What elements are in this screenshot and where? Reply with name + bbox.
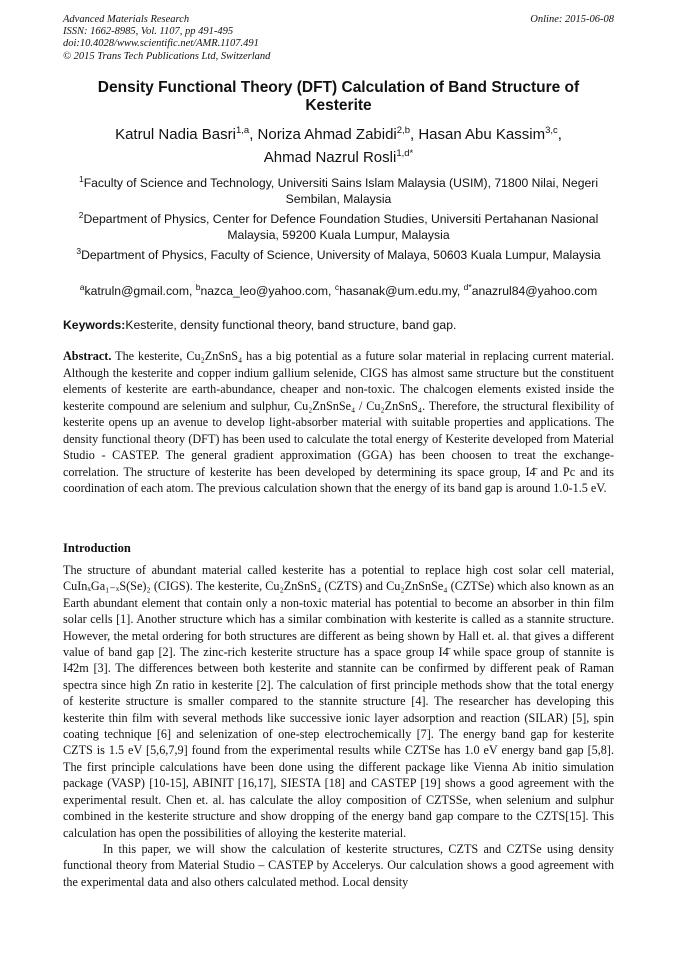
author-name: Katrul Nadia Basri <box>115 126 236 143</box>
affiliation-number: 2 <box>78 209 84 220</box>
keywords-label: Keywords: <box>63 318 126 332</box>
abstract-label: Abstract. <box>63 349 112 363</box>
email-mark: a <box>79 281 85 292</box>
email-list <box>63 283 614 299</box>
author-name: Noriza Ahmad Zabidi <box>257 126 397 143</box>
abstract <box>63 348 614 497</box>
affiliation <box>63 175 614 207</box>
affiliation-text: Department of Physics, Faculty of Science, University of Malaya, 50603 Kuala Lumpur, Malaysia <box>81 248 601 262</box>
online-date: Online: 2015-06-08 <box>530 14 614 25</box>
author-name: Hasan Abu Kassim <box>418 126 546 143</box>
keywords <box>63 317 614 333</box>
abstract-text: The kesterite, Cu₂ZnSnS₄ has a big potential as a future solar material in replacing current material. Although the kesterite and copper indium gallium selenide, CIGS has almost same structure but the constituent elements of kesterite are earth-abundance, cheaper and non-toxic. The chalcogen elements existed inside the kesterite compound are selenium and sulphur, Cu₂ZnSnSe₄ / Cu₂ZnSnS₄. Therefore, the structural flexibility of kesterite opens up an avenue to develop light-absorber material with suitable properties and applications. The density functional theory (DFT) has been used to calculate the total energy of Kesterite developed from Material Studio - CASTEP. The general gradient approximation (GGA) has been choosen to treat the exchange-correlation. The structure of kesterite has been developed by determining its space group, I4̄ and Pc and its coordination of each atom. The previous calculation shown that the energy of its band gap is around 1.0-1.5 eV. <box>63 349 615 495</box>
doi-line: doi:10.4028/www.scientific.net/AMR.1107.491 <box>63 38 259 50</box>
author-name: Ahmad Nazrul Rosli <box>263 149 397 166</box>
author-affil-mark: 2,b <box>396 125 410 136</box>
keywords-text: Kesterite, density functional theory, band structure, band gap. <box>125 318 457 332</box>
affiliation-number: 3 <box>76 245 82 256</box>
author-affil-mark: 1,d* <box>396 148 414 159</box>
email-mark: d* <box>463 281 472 292</box>
journal-name: Advanced Materials Research <box>63 14 190 25</box>
email-address[interactable]: anazrul84@yahoo.com <box>471 284 598 298</box>
author-separator: , <box>409 126 419 143</box>
publication-info <box>63 14 443 63</box>
author-affil-mark: 1,a <box>235 125 250 136</box>
affiliation <box>63 247 614 263</box>
affiliation <box>63 211 614 243</box>
issn-line: ISSN: 1662-8985, Vol. 1107, pp 491-495 <box>63 26 234 38</box>
email-address[interactable]: katruln@gmail.com, <box>84 284 196 298</box>
email-address[interactable]: nazca_leo@yahoo.com, <box>200 284 335 298</box>
email-address[interactable]: hasanak@um.edu.my, <box>339 284 464 298</box>
email-mark: c <box>334 281 340 292</box>
section-heading-introduction: Introduction <box>63 541 131 555</box>
introduction-body <box>63 562 614 890</box>
affiliation-list <box>63 175 614 267</box>
author-affil-mark: 3,c <box>545 125 558 136</box>
affiliation-text: Faculty of Science and Technology, Universiti Sains Islam Malaysia (USIM), 71800 Nilai, Negeri Sembilan, Malaysia <box>83 176 599 206</box>
paper-title: Density Functional Theory (DFT) Calculation of Band Structure of Kesterite <box>97 79 580 114</box>
paragraph: The structure of abundant material called kesterite has a potential to replace high cost solar cell material, CuInₓGa₁₋ₓS(Se)₂ (CIGS). The kesterite, Cu₂ZnSnS₄ (CZTS) and Cu₂ZnSnSe₄ (CZTSe) which also known as an Earth abundant element that contain only a non-toxic material has potential to become an absorber in thin film solar cells [1]. Another structure which has a similar combination with kesterite is called as a stannite structure. However, the metal ordering for both structures are different as being shown by Hall et. al. that gives a different value of band gap [2]. The zinc-rich kesterite structure has a space group I4̄ while space group of stannite is I4̄2m [3]. The differences between both kesterite and stannite can be confirmed by different peak of Raman spectra since high Zn ratio in kesterite [2]. The calculation of first principle methods show that the total energy of kesterite structure is smaller compared to the stannite structure [4]. The researcher has developing this kesterite thin film with several methods like successive ionic layer adsorption and reaction (SILAR) [5], spin coating technique [6] and selenization of one-step electrochemically [7]. The energy band gap for kesterite CZTS is 1.5 eV [5,6,7,9] found from the experimental results while CZTSe has 1.0 eV energy band gap [5,8]. The first principle calculations have been done using the different package like Vienna Ab initio simulation package (VASP) [10-15], ABINIT [16,17], SIESTA [18] and CASTEP [19] shows a good agreement with the experimental result. Chen et. al. has calculate the alloy composition of CZTSSe, when selenium and sulphur combined in the kesterite structure and show dropping of the energy band gap compare to the CZTS[15]. This calculation has open the possibilities of alloying the kesterite material. <box>63 563 614 840</box>
paragraph: In this paper, we will show the calculation of kesterite structures, CZTS and CZTSe using density functional theory from Material Studio – CASTEP by Accelerys. Our calculation shows a good agreement with the experimental data and also others calculated method. Local density <box>63 841 614 889</box>
email-mark: b <box>195 281 201 292</box>
author-list <box>63 123 614 169</box>
author-separator: , <box>557 126 562 143</box>
copyright-line: © 2015 Trans Tech Publications Ltd, Switzerland <box>63 50 271 62</box>
affiliation-text: Department of Physics, Center for Defence Foundation Studies, Universiti Pertahanan Nasional Malaysia, 59200 Kuala Lumpur, Malaysia <box>83 212 599 242</box>
affiliation-number: 1 <box>78 173 84 184</box>
author-separator: , <box>249 126 258 143</box>
